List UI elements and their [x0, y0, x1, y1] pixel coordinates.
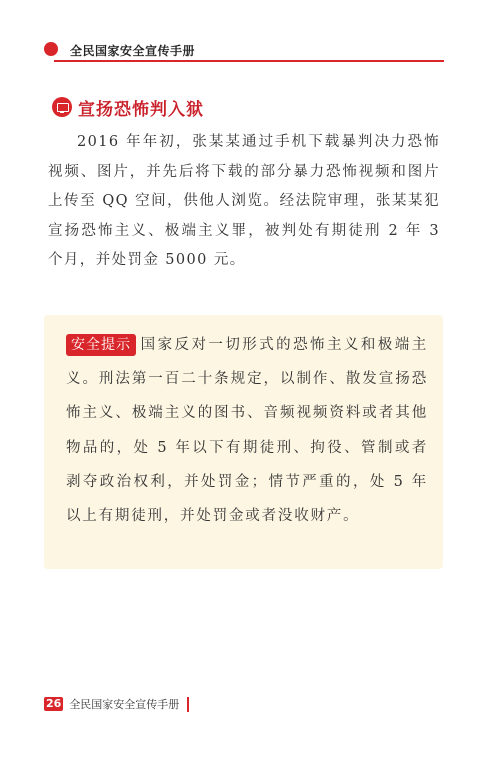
- case-paragraph-text: 2016 年年初，张某某通过手机下载暴判决力恐怖视频、图片，并先后将下载的部分暴力恐怖视频和图片上传至 QQ 空间，供他人浏览。经法院审理，张某某犯宣扬恐怖主义、极端主义罪，被判处有期徒刑 2 年 3 个月，并处罚金 5000 元。: [48, 134, 440, 269]
- case-paragraph: [48, 128, 440, 276]
- safety-tip-badge: 安全提示: [66, 334, 136, 356]
- page-footer: [44, 696, 189, 712]
- bus-icon: [52, 97, 72, 117]
- header-dot-icon: [44, 42, 58, 56]
- footer-bar: [187, 697, 189, 712]
- header-rule: [54, 60, 444, 62]
- section-heading: [52, 96, 204, 118]
- safety-tip-box: [44, 315, 443, 569]
- header-title: 全民国家安全宣传手册: [70, 44, 196, 58]
- safety-tip-text: 国家反对一切形式的恐怖主义和极端主义。刑法第一百二十条规定，以制作、散发宣扬恐怖主义、极端主义的图书、音频视频资料或者其他物品的，处 5 年以下有期徒刑、拘役、管制或者剥夺政治权利，并处罚金；情节严重的，处 5 年以上有期徒刑，并处罚金或者没收财产。: [66, 337, 428, 525]
- page-number: 26: [46, 697, 62, 710]
- safety-tip-content: [66, 328, 428, 533]
- footer-title: 全民国家安全宣传手册: [69, 698, 180, 711]
- section-title: 宣扬恐怖判入狱: [78, 99, 204, 120]
- page-header: [44, 40, 444, 66]
